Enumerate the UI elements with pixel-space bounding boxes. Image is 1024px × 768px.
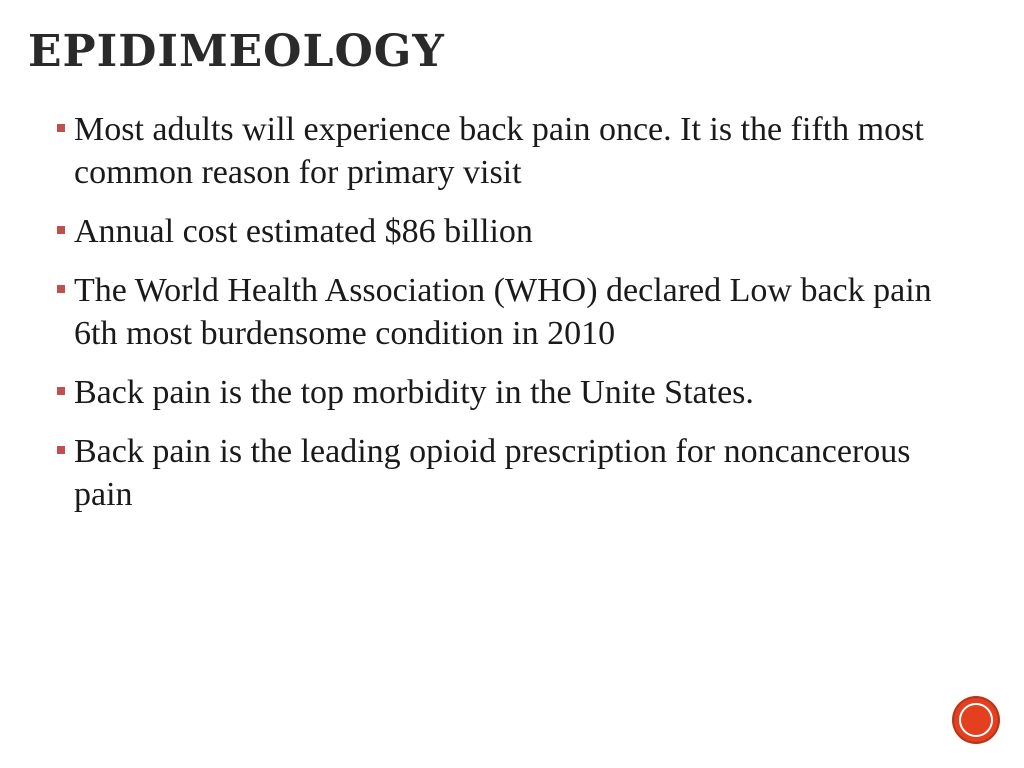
bullet-text: Back pain is the top morbidity in the Unite States. xyxy=(74,374,754,411)
bullet-text: The World Health Association (WHO) declared Low back pain 6th most burdensome condition in 2010 xyxy=(74,272,932,352)
square-bullet-icon xyxy=(52,430,74,473)
square-bullet-icon xyxy=(52,371,74,414)
square-bullet-icon xyxy=(52,108,74,151)
bullet-list xyxy=(52,108,932,532)
list-item xyxy=(52,371,932,414)
bullet-text: Back pain is the leading opioid prescription for noncancerous pain xyxy=(74,433,911,513)
list-item xyxy=(52,430,932,516)
square-bullet-icon xyxy=(52,269,74,312)
bullet-text: Annual cost estimated $86 billion xyxy=(74,213,533,250)
bullet-text: Most adults will experience back pain once. It is the fifth most common reason for primary visit xyxy=(74,111,924,191)
slide-title: EPIDIMEOLOGY xyxy=(28,26,445,77)
square-bullet-icon xyxy=(52,210,74,253)
circle-nav-icon[interactable] xyxy=(954,698,998,742)
list-item xyxy=(52,269,932,355)
list-item xyxy=(52,210,932,253)
list-item xyxy=(52,108,932,194)
